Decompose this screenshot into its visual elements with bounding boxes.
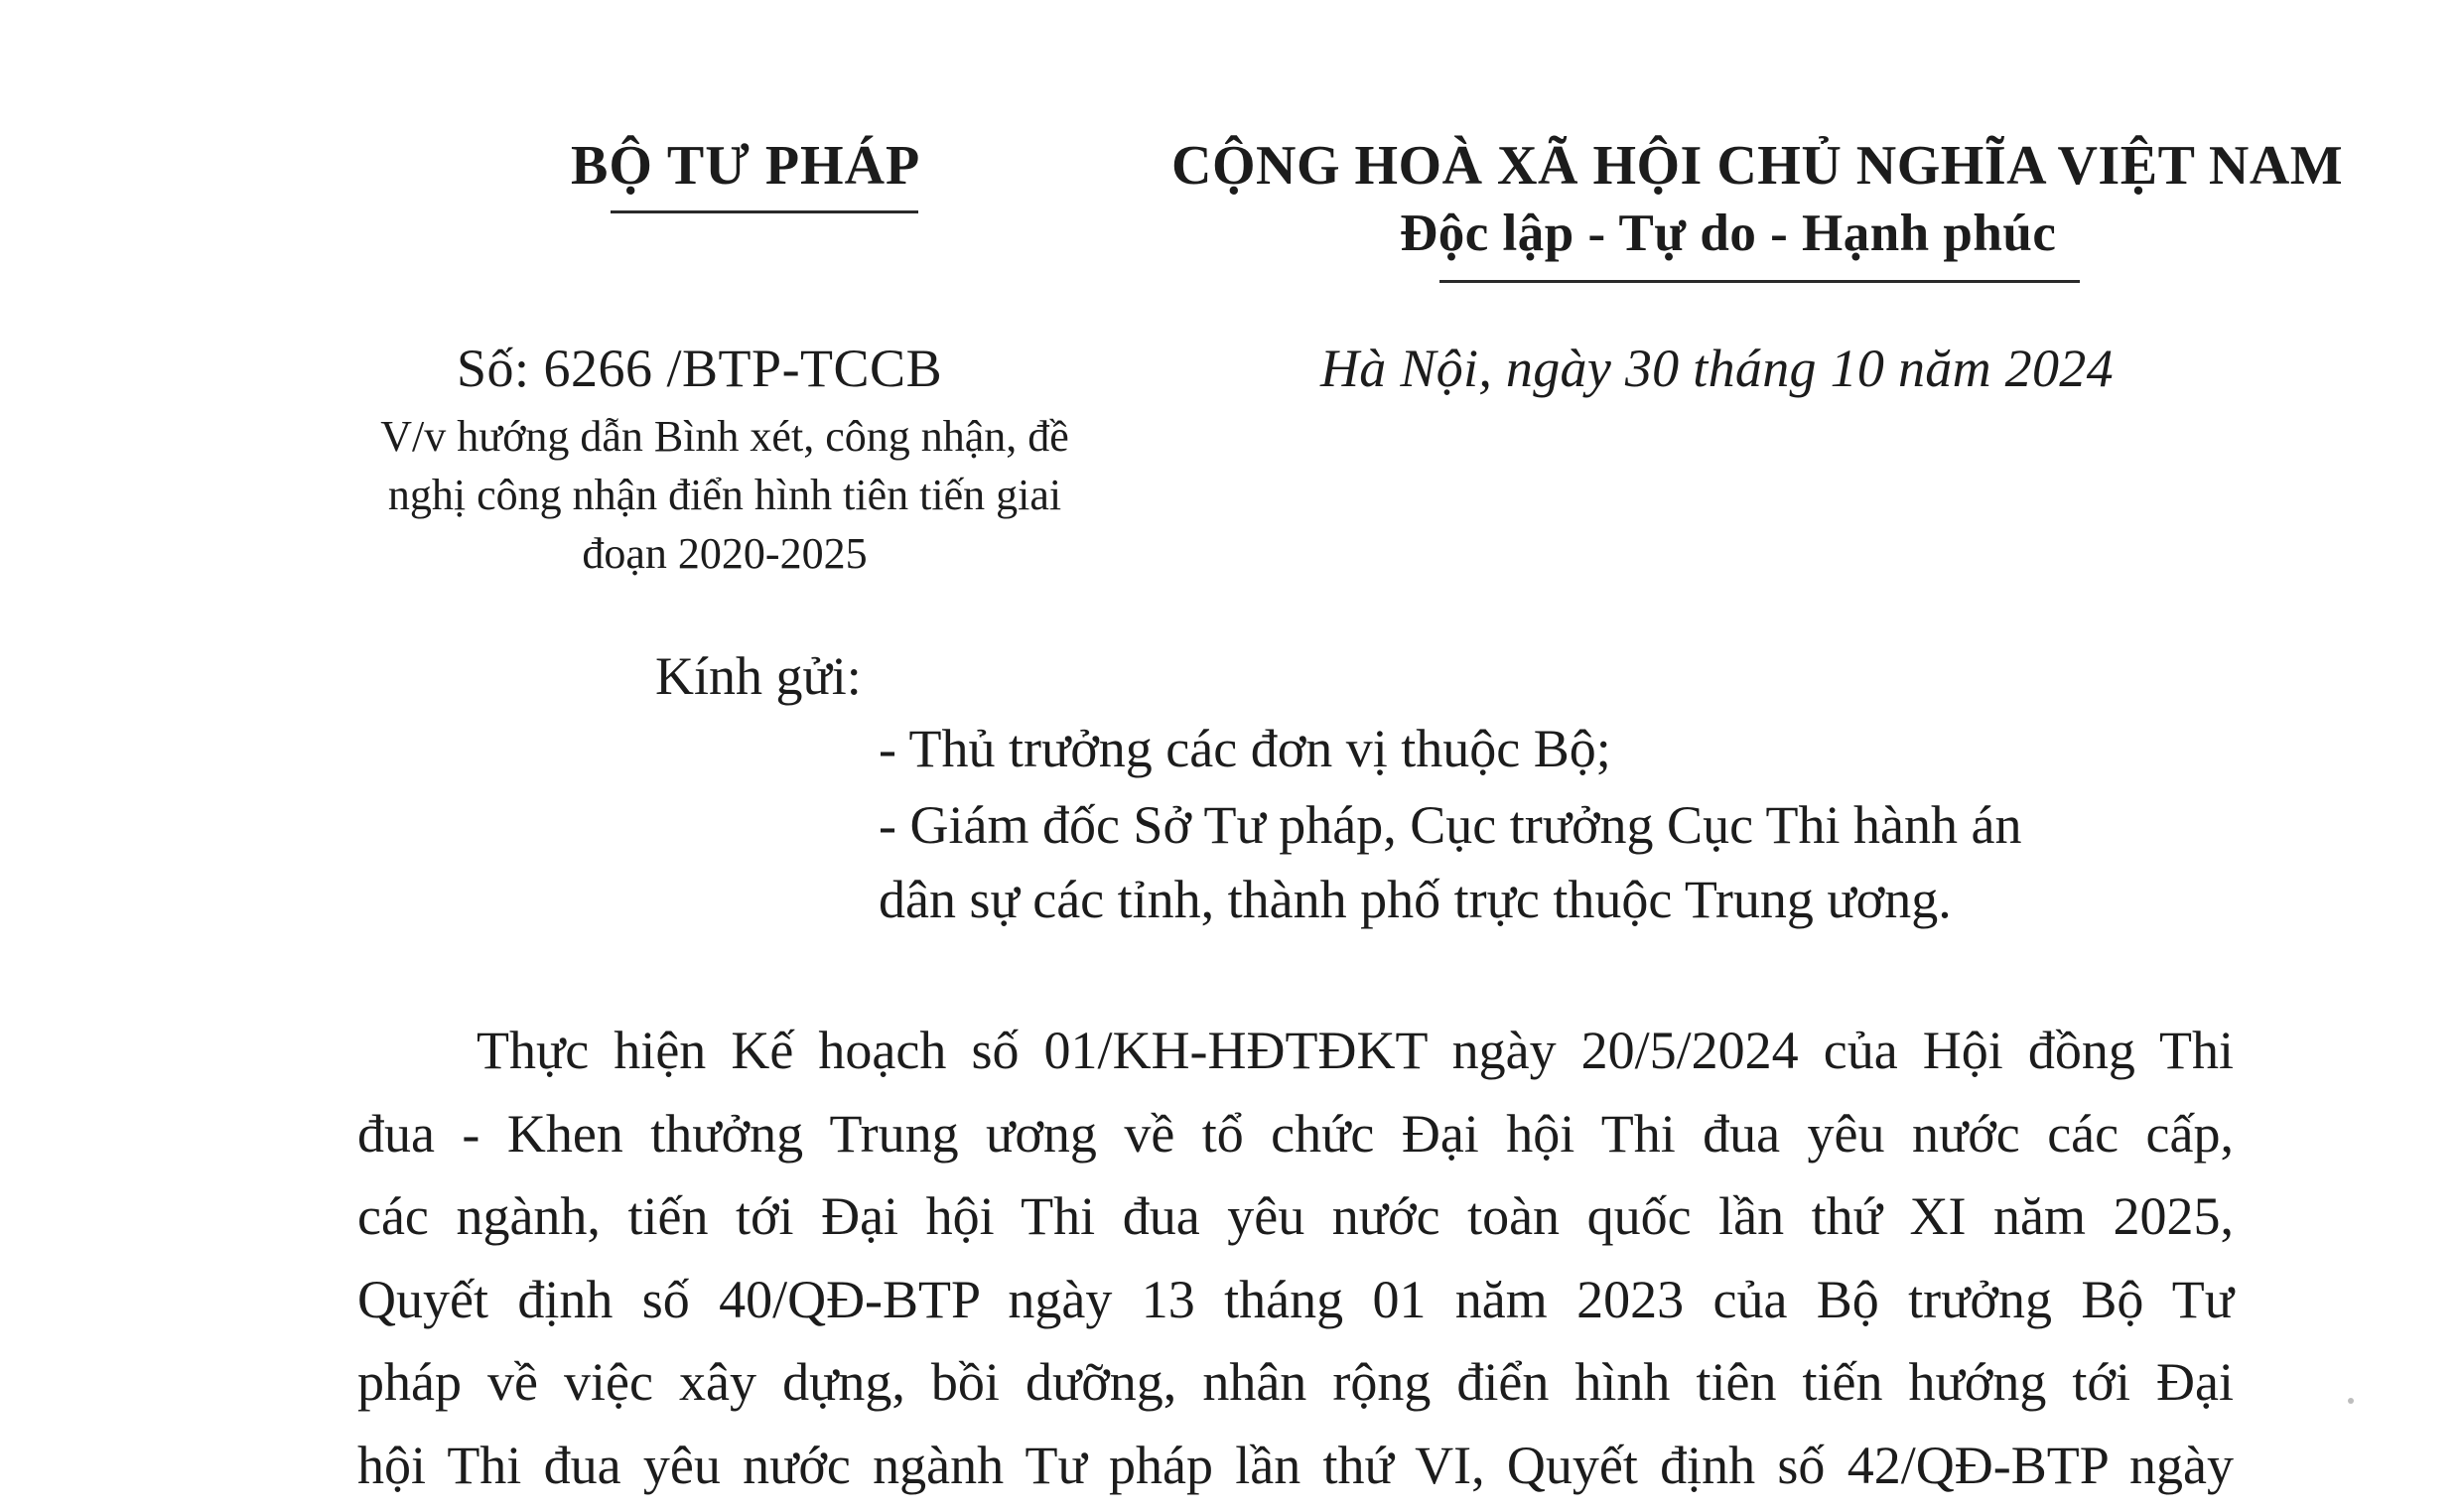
recipient-line: dân sự các tỉnh, thành phố trực thuộc Trung ương. [879,870,1952,929]
body-line: Thực hiện Kế hoạch số 01/KH-HĐTĐKT ngày 20/5/2024 của Hội đồng Thi [477,1021,2234,1080]
subject-line: V/v hướng dẫn Bình xét, công nhận, đề [380,412,1069,461]
recipient-line: - Thủ trưởng các đơn vị thuộc Bộ; [879,719,1611,778]
recipient-line: - Giám đốc Sở Tư pháp, Cục trưởng Cục Thi hành án [879,795,2022,855]
place-and-date: Hà Nội, ngày 30 tháng 10 năm 2024 [1320,339,2114,398]
subject-line: đoạn 2020-2025 [582,529,868,578]
motto-underline [1439,280,2080,283]
country-name: CỘNG HOÀ XÃ HỘI CHỦ NGHĨA VIỆT NAM [1171,135,2344,197]
body-line: đua - Khen thưởng Trung ương về tổ chức Đại hội Thi đua yêu nước các cấp, [357,1103,2234,1164]
document-subject [298,407,1152,583]
body-line: hội Thi đua yêu nước ngành Tư pháp lần thứ VI, Quyết định số 42/QĐ-BTP ngày [357,1435,2234,1495]
ministry-name: BỘ TƯ PHÁP [571,135,921,197]
document-number: Số: 6266 /BTP-TCCB [457,339,943,398]
ministry-underline [611,210,918,213]
recipient-greeting: Kính gửi: [655,646,862,706]
body-line: pháp về việc xây dựng, bồi dưỡng, nhân rộng điển hình tiên tiến hướng tới Đại [357,1352,2234,1412]
national-motto: Độc lập - Tự do - Hạnh phúc [1400,205,2057,262]
scan-speck [2348,1398,2354,1404]
body-paragraph [357,1010,2234,1507]
body-line: Quyết định số 40/QĐ-BTP ngày 13 tháng 01 năm 2023 của Bộ trưởng Bộ Tư [357,1269,2234,1329]
subject-line: nghị công nhận điển hình tiên tiến giai [387,471,1062,519]
body-line: các ngành, tiến tới Đại hội Thi đua yêu nước toàn quốc lần thứ XI năm 2025, [357,1186,2234,1246]
